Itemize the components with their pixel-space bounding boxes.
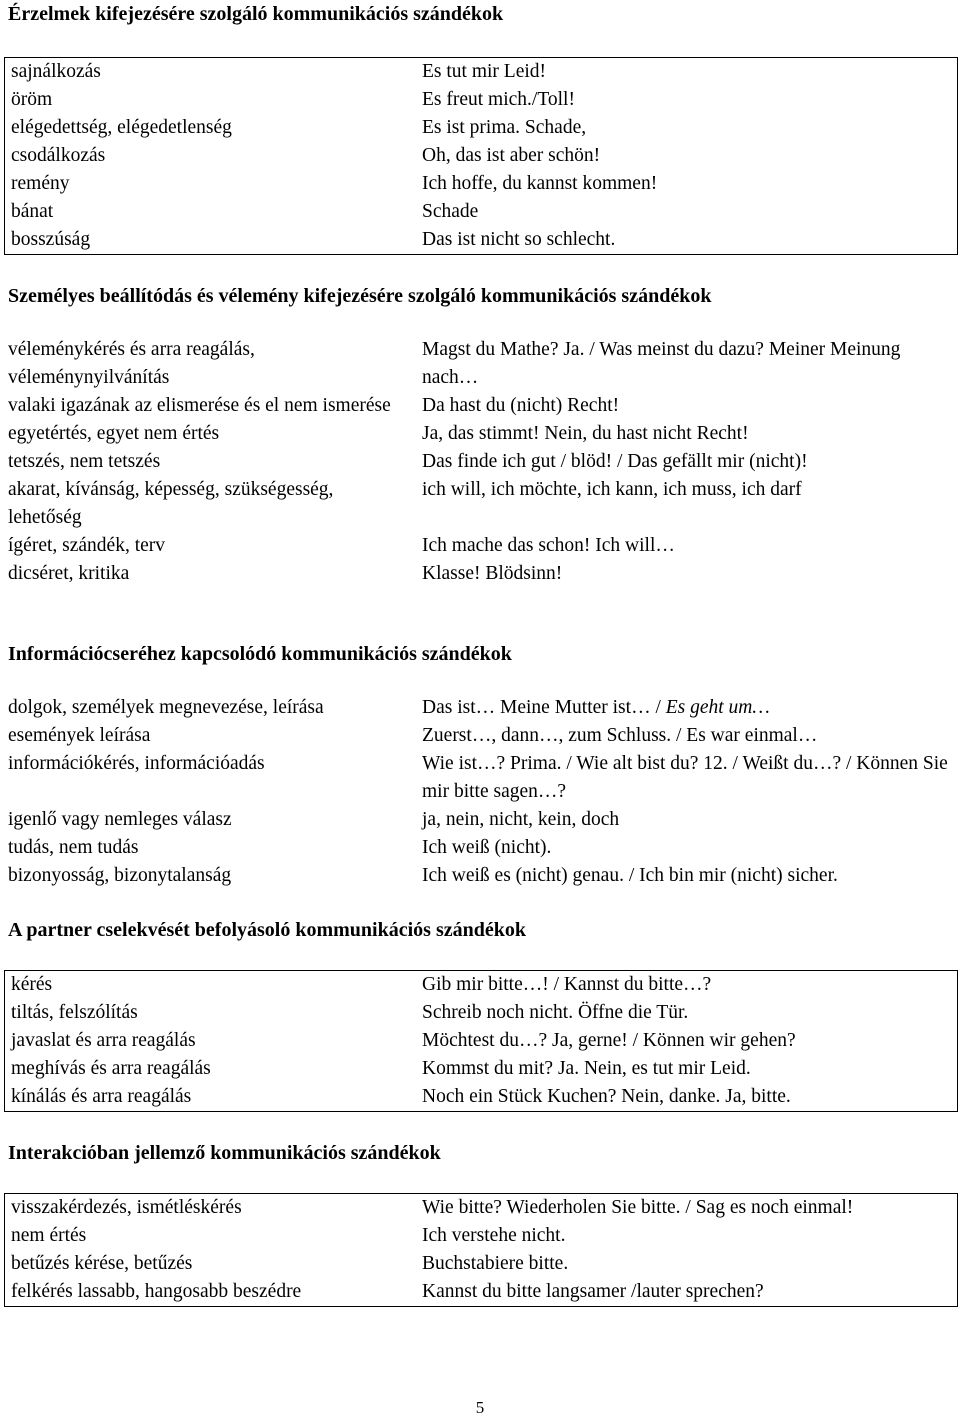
table-cell-example: Kannst du bitte langsamer /lauter sprechen? — [422, 1281, 764, 1302]
table-row — [5, 114, 958, 142]
page-number: 5 — [475, 1398, 485, 1417]
table-row — [5, 1250, 958, 1278]
table-cell-intent: bosszúság — [11, 229, 91, 250]
table-row — [2, 532, 958, 560]
table-cell-example: Ich weiß es (nicht) genau. / Ich bin mir (nicht) sicher. — [422, 865, 838, 886]
table-row — [5, 1222, 958, 1250]
table-cell-example: Es freut mich./Toll! — [422, 89, 575, 110]
table-cell-intent: akarat, kívánság, képesség, szükségesség, lehetőség — [8, 479, 334, 528]
table-cell-example: Schreib noch nicht. Öffne die Tür. — [422, 1002, 689, 1023]
example-text-italic: Es geht um… — [665, 697, 770, 718]
table-cell-intent: kérés — [11, 974, 53, 995]
table-cell-example: Ich verstehe nicht. — [422, 1225, 566, 1246]
table-cell-intent: bizonyosság, bizonytalanság — [8, 865, 232, 886]
table-cell-example: Möchtest du…? Ja, gerne! / Können wir gehen? — [422, 1030, 796, 1051]
table-cell-intent: nem értés — [11, 1225, 87, 1246]
table-cell-intent: események leírása — [8, 725, 151, 746]
table-cell-example: Oh, das ist aber schön! — [422, 145, 601, 166]
table-row — [2, 806, 958, 834]
table-row — [2, 476, 958, 532]
table-cell-example: Das ist nicht so schlecht. — [422, 229, 616, 250]
table-cell-intent: tudás, nem tudás — [8, 837, 139, 858]
section-heading-partner-action: A partner cselekvését befolyásoló kommunikációs szándékok — [8, 919, 526, 941]
table-cell-intent: kínálás és arra reagálás — [11, 1086, 192, 1107]
table-cell-intent: öröm — [11, 89, 53, 110]
table-cell-example — [412, 694, 958, 722]
table-cell-example: Zuerst…, dann…, zum Schluss. / Es war einmal… — [422, 725, 818, 746]
emotions-table — [4, 57, 958, 255]
table-row — [5, 198, 958, 226]
table-row — [5, 86, 958, 114]
table-row — [2, 834, 958, 862]
table-cell-intent: remény — [11, 173, 70, 194]
table-cell-example: Schade — [422, 201, 479, 222]
table-cell-intent: valaki igazának az elismerése és el nem ismerése — [8, 395, 391, 416]
table-cell-intent: véleménykérés és arra reagálás, véleménynyilvánítás — [8, 339, 255, 388]
table-row — [5, 1027, 958, 1055]
table-row — [5, 1278, 958, 1307]
section-heading-opinion: Személyes beállítódás és vélemény kifejezésére szolgáló kommunikációs szándékok — [8, 285, 712, 307]
table-cell-example: Da hast du (nicht) Recht! — [422, 395, 620, 416]
example-text: Das ist… Meine Mutter ist… / — [422, 697, 666, 718]
table-row — [2, 560, 958, 588]
table-cell-intent: információkérés, információadás — [8, 753, 265, 774]
table-row — [2, 750, 958, 806]
table-cell-intent: javaslat és arra reagálás — [11, 1030, 196, 1051]
table-cell-example: Ich mache das schon! Ich will… — [422, 535, 675, 556]
table-row — [5, 170, 958, 198]
section-heading-interaction: Interakcióban jellemző kommunikációs szándékok — [8, 1142, 441, 1164]
table-cell-intent: tiltás, felszólítás — [11, 1002, 138, 1023]
table-cell-example: Gib mir bitte…! / Kannst du bitte…? — [422, 974, 712, 995]
table-cell-example: ich will, ich möchte, ich kann, ich muss, ich darf — [422, 479, 802, 500]
table-row — [2, 694, 958, 722]
table-cell-intent: elégedettség, elégedetlenség — [11, 117, 232, 138]
table-cell-example: Noch ein Stück Kuchen? Nein, danke. Ja, bitte. — [422, 1086, 791, 1107]
table-cell-intent: sajnálkozás — [11, 61, 101, 82]
table-cell-example: Wie ist…? Prima. / Wie alt bist du? 12. / Weißt du…? / Können Sie mir bitte sagen…? — [422, 753, 948, 802]
table-row — [2, 862, 958, 890]
table-cell-example: Es ist prima. Schade, — [422, 117, 587, 138]
table-cell-intent: csodálkozás — [11, 145, 106, 166]
table-cell-example: Kommst du mit? Ja. Nein, es tut mir Leid. — [422, 1058, 751, 1079]
table-row — [5, 58, 958, 87]
opinion-table — [2, 336, 958, 588]
table-cell-example: Ich hoffe, du kannst kommen! — [422, 173, 658, 194]
table-row — [2, 722, 958, 750]
table-row — [5, 971, 958, 1000]
table-row — [2, 336, 958, 392]
table-row — [5, 142, 958, 170]
table-cell-example: Ja, das stimmt! Nein, du hast nicht Recht! — [422, 423, 749, 444]
table-cell-example: Klasse! Blödsinn! — [422, 563, 563, 584]
interaction-table — [4, 1193, 958, 1307]
section-heading-emotions: Érzelmek kifejezésére szolgáló kommunikációs szándékok — [8, 3, 504, 25]
table-cell-intent: igenlő vagy nemleges válasz — [8, 809, 232, 830]
table-cell-intent: dolgok, személyek megnevezése, leírása — [8, 697, 324, 718]
table-cell-intent: visszakérdezés, ismétléskérés — [11, 1197, 242, 1218]
table-row — [5, 999, 958, 1027]
table-cell-intent: betűzés kérése, betűzés — [11, 1253, 193, 1274]
table-row — [5, 1194, 958, 1223]
partner-action-table — [4, 970, 958, 1112]
table-cell-intent: egyetértés, egyet nem értés — [8, 423, 220, 444]
table-cell-intent: dicséret, kritika — [8, 563, 130, 584]
table-cell-intent: tetszés, nem tetszés — [8, 451, 161, 472]
table-cell-example: Wie bitte? Wiederholen Sie bitte. / Sag es noch einmal! — [422, 1197, 854, 1218]
table-row — [5, 1083, 958, 1112]
table-cell-intent: meghívás és arra reagálás — [11, 1058, 211, 1079]
table-cell-example: Buchstabiere bitte. — [422, 1253, 569, 1274]
table-cell-example: Ich weiß (nicht). — [422, 837, 552, 858]
table-cell-example: ja, nein, nicht, kein, doch — [422, 809, 620, 830]
table-cell-example: Es tut mir Leid! — [422, 61, 547, 82]
table-cell-example: Das finde ich gut / blöd! / Das gefällt mir (nicht)! — [422, 451, 808, 472]
information-table — [2, 694, 958, 890]
table-cell-intent: ígéret, szándék, terv — [8, 535, 166, 556]
table-cell-intent: bánat — [11, 201, 54, 222]
table-row — [2, 448, 958, 476]
table-row — [5, 1055, 958, 1083]
table-row — [2, 420, 958, 448]
table-cell-example: Magst du Mathe? Ja. / Was meinst du dazu? Meiner Meinung nach… — [422, 339, 901, 388]
section-heading-information: Információcseréhez kapcsolódó kommunikációs szándékok — [8, 643, 512, 665]
table-cell-intent: felkérés lassabb, hangosabb beszédre — [11, 1281, 302, 1302]
table-row — [5, 226, 958, 255]
table-row — [2, 392, 958, 420]
